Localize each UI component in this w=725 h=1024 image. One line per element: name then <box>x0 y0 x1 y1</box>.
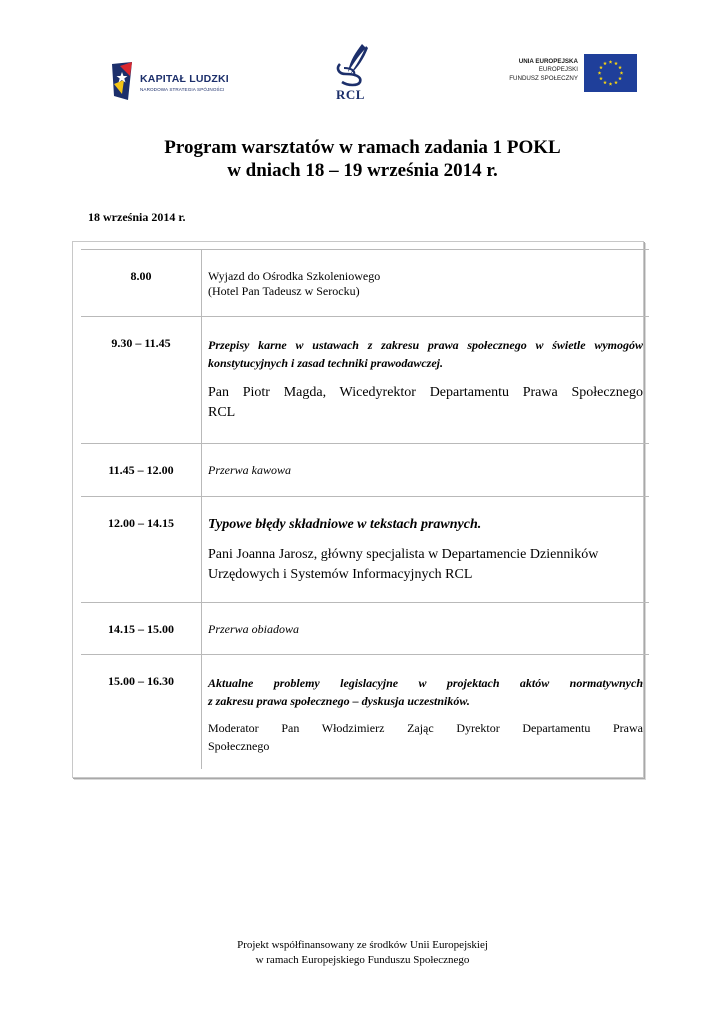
eu-line-3: FUNDUSZ SPOŁECZNY <box>509 74 578 82</box>
kapital-ludzki-emblem-icon <box>110 60 140 102</box>
session-speaker: Społecznego <box>208 739 270 753</box>
description-cell <box>202 444 650 497</box>
description-cell <box>202 497 650 603</box>
break-label: Przerwa kawowa <box>208 463 292 477</box>
description-line: Wyjazd do Ośrodka Szkoleniowego <box>208 269 381 283</box>
date-heading: 18 września 2014 r. <box>88 210 186 224</box>
eu-logo <box>495 54 640 94</box>
session-speaker: Urzędowych i Systemów Informacyjnych RCL <box>208 567 473 582</box>
table-row <box>81 603 649 655</box>
table-row <box>81 250 649 317</box>
rcl-logo <box>332 42 376 106</box>
session-speaker: Moderator Pan Włodzimierz Zając Dyrektor Departamentu Prawa <box>208 721 643 735</box>
session-topic: Typowe błędy składniowe w tekstach prawnych. <box>208 517 482 532</box>
title-line-1: Program warsztatów w ramach zadania 1 POKL <box>164 137 561 158</box>
time-cell: 15.00 – 16.30 <box>81 655 202 769</box>
title-line-2: w dniach 18 – 19 września 2014 r. <box>227 160 498 181</box>
kapital-ludzki-subtitle: NARODOWA STRATEGIA SPÓJNOŚCI <box>140 87 225 92</box>
time-cell: 9.30 – 11.45 <box>81 317 202 444</box>
table-row <box>81 497 649 603</box>
kapital-ludzki-title: KAPITAŁ LUDZKI <box>140 73 229 85</box>
eu-line-2: EUROPEJSKI <box>538 66 578 74</box>
table-row <box>81 655 649 769</box>
session-topic: Przepisy karne w ustawach z zakresu prawa społecznego w świetle wymogów <box>208 338 643 352</box>
description-cell <box>202 250 650 317</box>
eu-logo-text <box>509 58 578 83</box>
session-topic: Aktualne problemy legislacyjne w projektach aktów normatywnych <box>208 676 643 690</box>
session-topic: konstytucyjnych i zasad techniki prawodawczej. <box>208 356 444 370</box>
description-line: (Hotel Pan Tadeusz w Serocku) <box>208 284 360 298</box>
session-speaker: RCL <box>208 405 236 420</box>
session-speaker: Pan Piotr Magda, Wicedyrektor Departamentu Prawa Społecznego <box>208 385 643 400</box>
eu-line-1: UNIA EUROPEJSKA <box>518 58 578 65</box>
time-cell: 8.00 <box>81 250 202 317</box>
break-label: Przerwa obiadowa <box>208 622 300 636</box>
rcl-logo-text: RCL <box>336 87 365 102</box>
time-cell: 12.00 – 14.15 <box>81 497 202 603</box>
schedule-table <box>81 249 649 769</box>
time-cell: 11.45 – 12.00 <box>81 444 202 497</box>
footer-note <box>0 938 725 968</box>
description-cell <box>202 655 650 769</box>
session-topic: z zakresu prawa społecznego – dyskusja uczestników. <box>208 694 470 708</box>
footer-line-2: w ramach Europejskiego Funduszu Społecznego <box>255 954 470 966</box>
kapital-ludzki-logo <box>110 60 240 102</box>
description-cell <box>202 603 650 655</box>
description-cell <box>202 317 650 444</box>
footer-line-1: Projekt współfinansowany ze środków Unii Europejskiej <box>237 939 488 951</box>
quill-emblem-icon <box>332 42 376 88</box>
session-speaker: Pani Joanna Jarosz, główny specjalista w Departamencie Dzienników <box>208 547 599 562</box>
time-cell: 14.15 – 15.00 <box>81 603 202 655</box>
table-row <box>81 317 649 444</box>
page-title <box>0 136 725 182</box>
table-row <box>81 444 649 497</box>
eu-flag-icon <box>584 54 637 92</box>
